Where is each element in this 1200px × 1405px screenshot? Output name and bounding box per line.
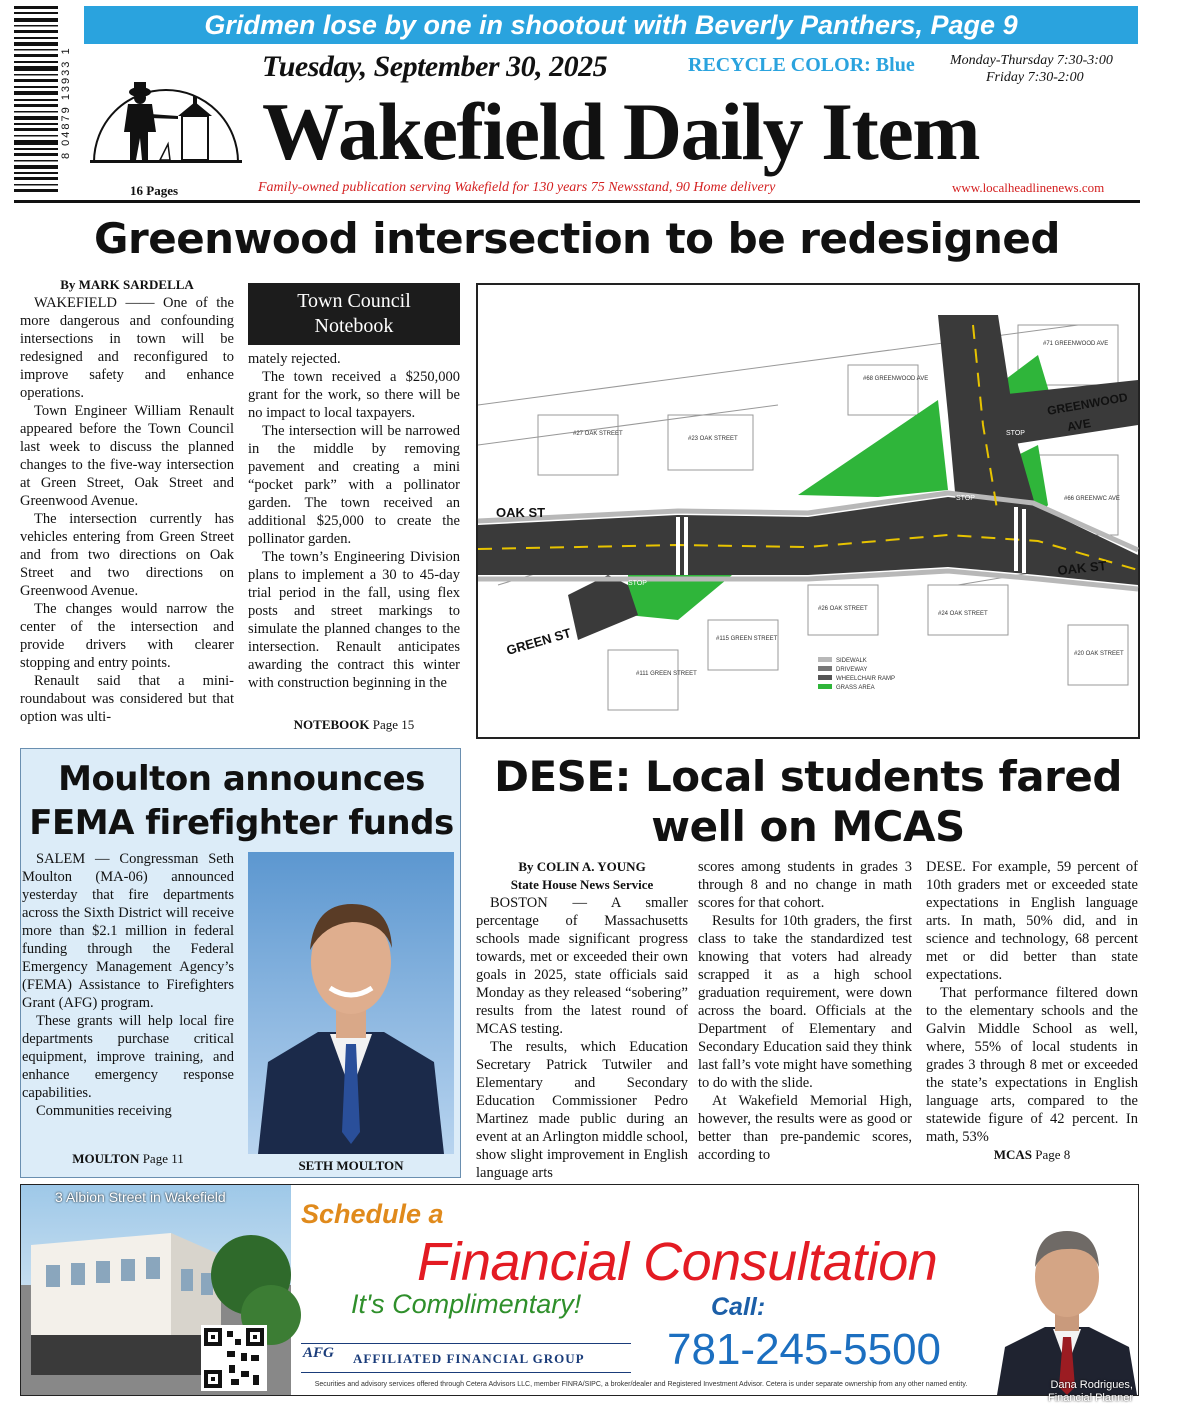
map-label-green-st: GREEN ST <box>504 625 573 658</box>
issue-date: Tuesday, September 30, 2025 <box>262 50 608 83</box>
map-label-oak-st: OAK ST <box>496 505 546 520</box>
masthead-rule <box>14 200 1140 203</box>
map-parcel-label: #66 GREENWC AVE <box>1064 496 1120 502</box>
minuteman-logo <box>90 52 242 182</box>
paragraph: SALEM — Congressman Seth Moulton (MA-06) announced yesterday that fire departments across the Sixth District will receive more than $2.1 million in federal funding through the Federal Emergency Management Agency’s (FEMA) Assistance to Firefighters Grant (AFG) program. <box>22 851 234 1011</box>
ad-call-label: Call: <box>711 1293 766 1321</box>
notebook-label-line-2: Notebook <box>314 315 394 337</box>
jump-mcas[interactable] <box>926 1146 1138 1164</box>
headline-moulton-line-1[interactable]: Moulton announces <box>58 759 425 799</box>
top-banner[interactable] <box>84 6 1138 44</box>
paragraph: The results, which Education Secretary Patrick Tutwiler and Elementary and Secondary Education Commissioner Pedro Martinez made public during an event at an Arlington middle school, show slight improvement in English language arts <box>476 1039 688 1181</box>
map-parcel-label: #27 OAK STREET <box>573 431 623 437</box>
headline-greenwood[interactable]: Greenwood intersection to be redesigned <box>94 214 1060 263</box>
seth-moulton-photo <box>248 852 454 1154</box>
map-parcel-label: #111 GREEN STREET <box>636 671 697 677</box>
dese-column-2 <box>698 858 912 1164</box>
paragraph: BOSTON — A smaller percentage of Massachusetts schools made significant progress towards, met or exceeded their own goals in 2025, state officials said Monday as they released “sobering” results from the latest round of MCAS testing. <box>476 895 688 1037</box>
byline: By MARK SARDELLA <box>60 277 194 292</box>
map-stop-label: STOP <box>628 580 647 587</box>
building-photo-label: 3 Albion Street in Wakefield <box>55 1189 226 1205</box>
jump-notebook[interactable] <box>248 716 460 734</box>
paragraph: That performance filtered down to the elementary schools and the Galvin Middle School as well, where, 55% of local students in grades 3 through 8 met or exceeded the state’s expectations in English language arts, compared to the statewide figure of 42 percent. In math, 53% <box>926 985 1138 1145</box>
paragraph: The town’s Engineering Division plans to implement a 30 to 45-day trial period in the fall, using flex posts and street markings to simulate the planned changes to the intersection. Renault anticipates awarding the contract this winter with construction beginning in the <box>248 549 460 691</box>
town-council-notebook-label <box>248 283 460 345</box>
ad-schedule-text: Schedule a <box>301 1199 444 1229</box>
jump-page[interactable]: Page 8 <box>1035 1147 1071 1162</box>
legend-item: WHEELCHAIR RAMP <box>836 676 896 682</box>
paragraph: DESE. For example, 59 percent of 10th graders met or exceeded state expectations in English language arts. In math, 50% did, and in science and technology, 68 percent met or did better than state expectations. <box>926 859 1138 983</box>
map-parcel-label: #68 GREENWOOD AVE <box>863 376 929 382</box>
ad-phone-number[interactable]: 781-245-5500 <box>667 1325 942 1374</box>
map-parcel-label: #115 GREEN STREET <box>716 636 778 642</box>
qr-code[interactable] <box>201 1325 267 1391</box>
paragraph: The intersection will be narrowed in the middle by removing pavement and creating a mini “pocket park” with a pollinator garden. The town received an additional $25,000 to create the pollinator garden. <box>248 423 460 547</box>
paragraph: The changes would narrow the center of the intersection and provide drivers with clearer stopping and entry points. <box>20 601 234 671</box>
map-label-greenwood: GREENWOOD <box>1046 390 1129 418</box>
planner-name: Dana Rodrigues, <box>1050 1379 1133 1391</box>
ad-headline: Financial Consultation <box>417 1232 938 1292</box>
financial-planner-name <box>1048 1379 1133 1405</box>
afg-logo: AFG <box>303 1345 334 1361</box>
map-label-ave: AVE <box>1066 416 1092 434</box>
jump-page[interactable]: Page 15 <box>372 717 415 732</box>
barcode-number: 8 04879 13933 1 <box>60 46 72 160</box>
website-link[interactable]: www.localheadlinenews.com <box>952 180 1105 195</box>
paragraph: WAKEFIELD —— One of the more dangerous and confounding intersections in town will be redesigned and reconfigured to improve safety and enhance operations. <box>20 295 234 401</box>
planner-title: Financial Planner <box>1048 1392 1133 1404</box>
hours-line-1: Monday-Thursday 7:30-3:00 <box>950 53 1113 68</box>
dese-column-3 <box>926 858 1138 1164</box>
headline-dese-line-1[interactable]: DESE: Local students fared <box>494 752 1122 801</box>
moulton-article-text <box>22 850 234 1120</box>
dese-column-1 <box>476 858 688 1182</box>
headline-dese-line-2[interactable]: well on MCAS <box>651 802 965 851</box>
map-parcel-label: #71 GREENWOOD AVE <box>1043 341 1109 347</box>
afg-company-name: AFFILIATED FINANCIAL GROUP <box>353 1351 585 1366</box>
paragraph: These grants will help local fire departments purchase critical equipment, improve training, and enhance emergency response capabilities. <box>22 1013 234 1101</box>
paragraph: Renault said that a mini-roundabout was considered but that option was ulti- <box>20 673 234 725</box>
intersection-plan-map <box>476 283 1140 739</box>
map-parcel-label: #20 OAK STREET <box>1074 651 1124 657</box>
ad-disclaimer: Securities and advisory services offered through Cetera Advisors LLC, member FINRA/SIPC, a broker/dealer and Registered Investment Advisor. Cetera is under separate ownership from any other named entity. <box>314 1381 968 1388</box>
banner-text[interactable]: Gridmen lose by one in shootout with Beverly Panthers, Page 9 <box>204 9 1018 40</box>
jump-label[interactable]: MCAS <box>993 1147 1032 1162</box>
byline-source: State House News Service <box>510 877 654 892</box>
paragraph: scores among students in grades 3 through 8 and no change in math scores for that cohort. <box>698 859 912 911</box>
jump-moulton[interactable] <box>22 1150 234 1168</box>
paragraph: The intersection currently has vehicles entering from Green Street and from two directions on Oak Street and two directions on Greenwood Avenue. <box>20 511 234 599</box>
paragraph: The town received a $250,000 grant for the work, so there will be no impact to local taxpayers. <box>248 369 460 421</box>
map-parcel-label: #23 OAK STREET <box>688 436 738 442</box>
article1-column-2 <box>248 350 460 692</box>
page-count: 16 Pages <box>130 183 179 198</box>
map-label-oak-st-east: OAK ST <box>1056 557 1108 578</box>
headline-dese[interactable] <box>476 752 1140 852</box>
intersection-plan-drawing <box>478 285 1138 737</box>
paragraph: Results for 10th graders, the first class to take the standardized test knowing that voters had already scrapped it as a high school graduation requirement, were down across the board. Officials at the Department of Elementary and Secondary Education said they think last fall’s vote might have something to do with the slide. <box>698 913 912 1091</box>
office-hours <box>950 52 1113 86</box>
jump-label[interactable]: NOTEBOOK <box>293 717 370 732</box>
byline: By COLIN A. YOUNG <box>518 859 646 874</box>
legend-item: DRIVEWAY <box>836 667 868 673</box>
paragraph: mately rejected. <box>248 351 341 367</box>
jump-label[interactable]: MOULTON <box>72 1151 140 1166</box>
notebook-label-line-1: Town Council <box>297 290 411 312</box>
map-stop-label: STOP <box>956 495 975 502</box>
newspaper-title[interactable]: Wakefield Daily Item <box>262 86 980 177</box>
paragraph: Town Engineer William Renault appeared before the Town Council last week to discuss the planned changes to the five-way intersection at Green Street, Oak Street and Greenwood Avenue. <box>20 403 234 509</box>
hours-line-2: Friday 7:30-2:00 <box>986 70 1084 85</box>
tagline: Family-owned publication serving Wakefield for 130 years 75 Newsstand, 90 Home delivery <box>258 180 776 195</box>
ad-complimentary: It's Complimentary! <box>351 1289 582 1319</box>
map-legend <box>818 657 895 691</box>
legend-item: GRASS AREA <box>836 685 875 691</box>
map-parcel-label: #26 OAK STREET <box>818 606 868 612</box>
article1-column-1 <box>20 276 234 726</box>
legend-item: SIDEWALK <box>836 658 867 664</box>
photo-caption: SETH MOULTON <box>298 1158 404 1173</box>
headline-moulton[interactable] <box>21 757 462 845</box>
paragraph: Communities receiving <box>36 1103 172 1119</box>
jump-page[interactable]: Page 11 <box>142 1151 184 1166</box>
financial-planner-photo <box>997 1207 1137 1404</box>
advertisement-financial[interactable] <box>20 1184 1139 1404</box>
recycle-color: RECYCLE COLOR: Blue <box>688 54 915 76</box>
headline-moulton-line-2[interactable]: FEMA firefighter funds <box>29 803 454 843</box>
map-stop-label: STOP <box>1006 430 1025 437</box>
map-parcel-label: #24 OAK STREET <box>938 611 988 617</box>
paragraph: At Wakefield Memorial High, however, the results were as good or better than pre-pandemic scores, according to <box>698 1093 912 1163</box>
